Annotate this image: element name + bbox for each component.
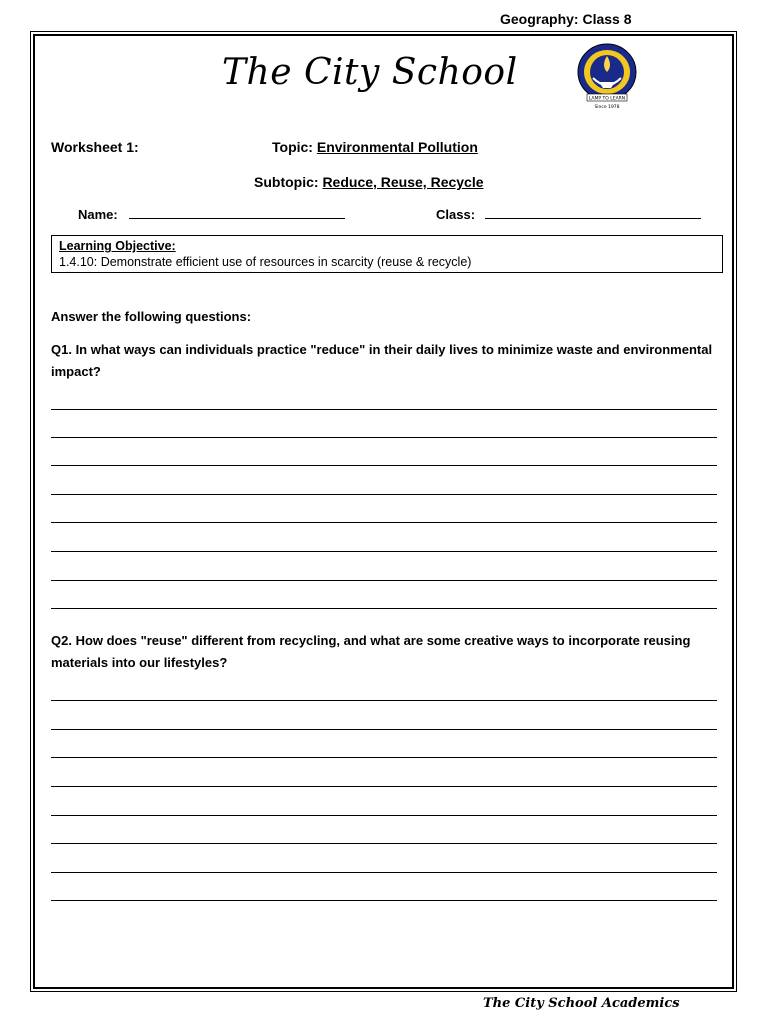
subject-class-header: Geography: Class 8	[500, 11, 632, 27]
logo-motto-text: LAMP TO LEARN	[588, 96, 626, 102]
name-blank[interactable]	[129, 206, 345, 219]
answer-line[interactable]	[51, 700, 717, 701]
class-field[interactable]	[436, 206, 701, 222]
objective-text: 1.4.10: Demonstrate efficient use of resources in scarcity (reuse & recycle)	[59, 255, 472, 269]
logo-since-text: Since 1978	[594, 105, 620, 110]
answer-line[interactable]	[51, 494, 717, 495]
answer-line[interactable]	[51, 786, 717, 787]
answer-line[interactable]	[51, 608, 717, 609]
objective-heading: Learning Objective:	[59, 239, 176, 253]
answer-line[interactable]	[51, 522, 717, 523]
school-logo-icon	[575, 42, 639, 112]
footer-text: The City School Academics	[483, 996, 680, 1011]
subtopic-label: Subtopic:	[254, 174, 319, 190]
answer-line[interactable]	[51, 551, 717, 552]
answer-line[interactable]	[51, 409, 717, 410]
answer-line[interactable]	[51, 843, 717, 844]
answer-line[interactable]	[51, 580, 717, 581]
name-label: Name:	[78, 207, 118, 222]
topic-label: Topic:	[272, 139, 313, 155]
answer-line[interactable]	[51, 437, 717, 438]
class-blank[interactable]	[485, 206, 701, 219]
learning-objective-box	[51, 235, 723, 273]
school-name: The City School	[222, 52, 518, 93]
question-1: Q1. In what ways can individuals practice "reduce" in their daily lives to minimize waste and environmental impact?	[51, 342, 713, 379]
worksheet-label: Worksheet 1:	[51, 139, 139, 155]
subtopic-line	[254, 174, 484, 190]
name-field[interactable]	[78, 206, 345, 222]
topic-value: Environmental Pollution	[316, 139, 478, 155]
answer-line[interactable]	[51, 872, 717, 873]
answer-line[interactable]	[51, 900, 717, 901]
class-label: Class:	[436, 207, 476, 222]
question-2: Q2. How does "reuse" different from recycling, and what are some creative ways to incorporate reusing materials into our lifestyles?	[51, 633, 691, 670]
answer-line[interactable]	[51, 757, 717, 758]
subtopic-value: Reduce, Reuse, Recycle	[322, 174, 484, 190]
answer-line[interactable]	[51, 465, 717, 466]
answer-line[interactable]	[51, 729, 717, 730]
instructions-text: Answer the following questions:	[51, 309, 252, 324]
answer-line[interactable]	[51, 815, 717, 816]
topic-line	[272, 139, 478, 155]
